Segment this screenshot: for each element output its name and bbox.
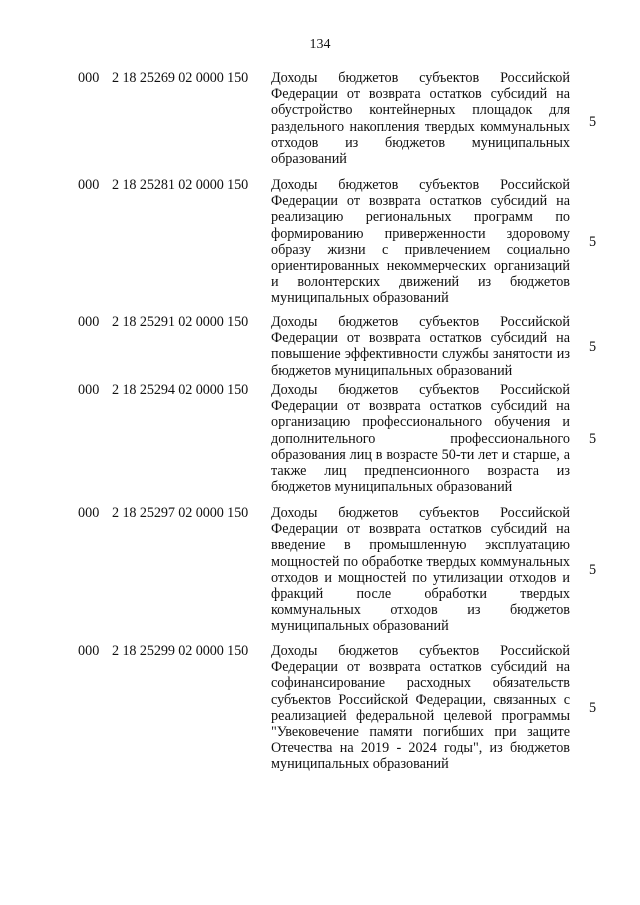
budget-classification-code: 2 18 25297 02 0000 150 — [112, 505, 249, 521]
norm-value: 5 — [589, 234, 597, 250]
norm-value: 5 — [589, 339, 597, 355]
revenue-description: Доходы бюджетов субъектов Российской Федерации от возврата остатков субсидий на введение в промышленную эксплуатацию мощностей по обработке твердых коммунальных отходов и мощностей по утилизации отходов и фракций после обработки твердых коммунальных отходов из бюджетов муниципальных образований — [271, 505, 570, 635]
norm-value: 5 — [589, 562, 597, 578]
revenue-description: Доходы бюджетов субъектов Российской Федерации от возврата остатков субсидий на софинансирование расходных обязательств субъектов Российской Федерации, связанных с реализацией федеральной целевой программы "Увековечение памяти погибших при защите Отечества на 2019 - 2024 годы", из бюджетов муниципальных образований — [271, 643, 570, 773]
budget-classification-code: 2 18 25269 02 0000 150 — [112, 70, 249, 86]
norm-value: 5 — [589, 700, 597, 716]
admin-code: 000 — [78, 314, 100, 330]
admin-code: 000 — [78, 505, 100, 521]
budget-classification-code: 2 18 25294 02 0000 150 — [112, 382, 249, 398]
norm-value: 5 — [589, 431, 597, 447]
revenue-description: Доходы бюджетов субъектов Российской Федерации от возврата остатков субсидий на обустройство контейнерных площадок для раздельного накопления твердых коммунальных отходов из бюджетов муниципальных образований — [271, 70, 570, 168]
budget-classification-code: 2 18 25281 02 0000 150 — [112, 177, 249, 193]
revenue-description: Доходы бюджетов субъектов Российской Федерации от возврата остатков субсидий на реализацию региональных программ по формированию приверженности здоровому образу жизни с привлечением социально ориентированных некоммерческих организаций и волонтерских движений из бюджетов муниципальных образований — [271, 177, 570, 307]
admin-code: 000 — [78, 643, 100, 659]
admin-code: 000 — [78, 70, 100, 86]
norm-value: 5 — [589, 114, 597, 130]
page-number: 134 — [309, 37, 331, 52]
admin-code: 000 — [78, 382, 100, 398]
admin-code: 000 — [78, 177, 100, 193]
budget-classification-code: 2 18 25291 02 0000 150 — [112, 314, 249, 330]
revenue-description: Доходы бюджетов субъектов Российской Федерации от возврата остатков субсидий на повышение эффективности службы занятости из бюджетов муниципальных образований — [271, 314, 570, 379]
revenue-description: Доходы бюджетов субъектов Российской Федерации от возврата остатков субсидий на организацию профессионального обучения и дополнительного профессионального образования лиц в возрасте 50-ти лет и старше, а также лиц предпенсионного возраста из бюджетов муниципальных образований — [271, 382, 570, 496]
budget-classification-code: 2 18 25299 02 0000 150 — [112, 643, 249, 659]
